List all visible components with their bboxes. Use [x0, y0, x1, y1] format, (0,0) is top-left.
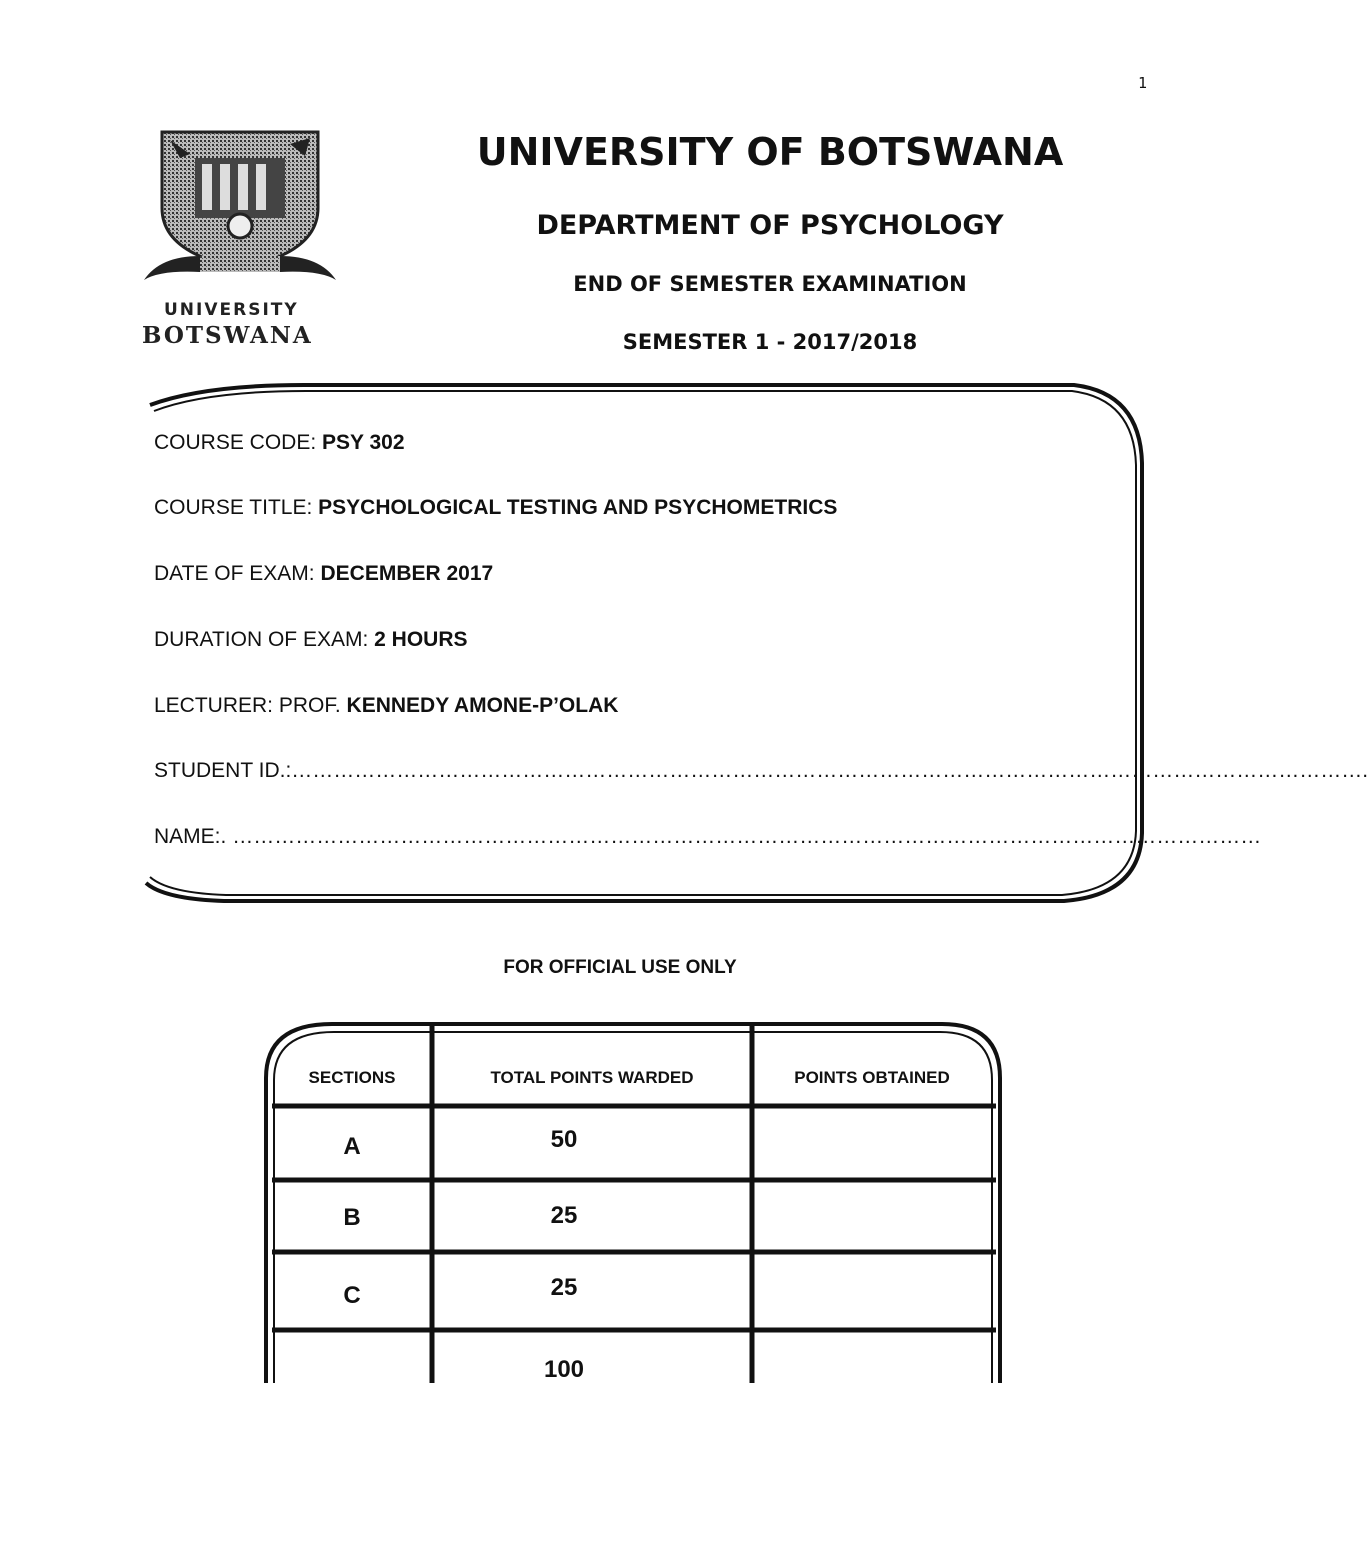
date-label: DATE OF EXAM:: [154, 562, 315, 585]
course-title-label: COURSE TITLE:: [154, 496, 313, 519]
lecturer-value: KENNEDY AMONE-P’OLAK: [346, 694, 619, 717]
logo-text-university: UNIVERSITY: [164, 300, 299, 320]
department-title: DEPARTMENT OF PSYCHOLOGY: [536, 210, 1004, 241]
course-title-line: [154, 496, 837, 520]
name-blank[interactable]: …………………………………………………………………………………………………………………………………: [232, 825, 1262, 848]
row-c-total: 25: [550, 1274, 578, 1301]
course-title-value: PSYCHOLOGICAL TESTING AND PSYCHOMETRICS: [318, 496, 838, 519]
name-label: NAME:.: [154, 825, 227, 848]
course-code-line: [154, 431, 405, 455]
name-line: [154, 825, 1262, 849]
course-code-value: PSY 302: [322, 431, 405, 454]
row-b-section: B: [343, 1204, 361, 1231]
student-id-label: STUDENT ID.:: [154, 759, 292, 782]
duration-label: DURATION OF EXAM:: [154, 628, 369, 651]
row-total-total: 100: [543, 1356, 585, 1383]
row-b-total: 25: [550, 1202, 578, 1229]
student-id-blank[interactable]: ……………………………………………………………………………………………………………………………………….: [291, 759, 1368, 782]
row-a-total: 50: [550, 1126, 578, 1153]
lecturer-line: [154, 694, 618, 718]
university-logo: [140, 128, 340, 353]
course-info-box: [144, 383, 1368, 903]
student-id-line: [154, 759, 1368, 783]
header-sections: SECTIONS: [308, 1068, 396, 1087]
course-code-label: COURSE CODE:: [154, 431, 317, 454]
header-total-points: TOTAL POINTS WARDED: [490, 1068, 694, 1087]
exam-title: END OF SEMESTER EXAMINATION: [573, 272, 967, 296]
date-value: DECEMBER 2017: [320, 562, 494, 585]
page-number: 1: [1138, 74, 1148, 92]
university-title: UNIVERSITY OF BOTSWANA: [476, 130, 1064, 174]
semester-title: SEMESTER 1 - 2017/2018: [622, 330, 918, 354]
row-a-section: A: [343, 1133, 361, 1160]
university-crest-icon: [140, 128, 340, 298]
date-line: [154, 562, 493, 586]
official-use-title: FOR OFFICIAL USE ONLY: [503, 957, 737, 978]
duration-line: [154, 628, 468, 652]
score-table: [262, 1018, 1004, 1383]
header-points-obtained: POINTS OBTAINED: [794, 1068, 950, 1087]
lecturer-label: LECTURER: PROF.: [154, 694, 341, 717]
row-c-section: C: [343, 1282, 361, 1309]
logo-text-botswana: BOTSWANA: [142, 322, 313, 349]
duration-value: 2 HOURS: [374, 628, 468, 651]
